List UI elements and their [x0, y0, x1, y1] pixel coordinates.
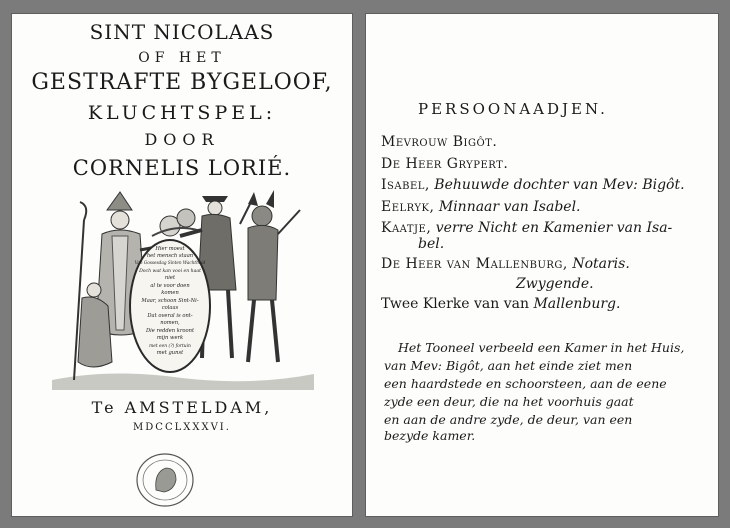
role-name: De Heer van Mallenburg,: [381, 256, 568, 272]
role-description: Notaris.: [572, 256, 630, 272]
inscription-line: nomen,: [160, 320, 180, 326]
title-line-3: GESTRAFTE BYGELOOF,: [31, 70, 333, 95]
personae-page: [366, 14, 718, 516]
role-entry: [381, 199, 581, 215]
inscription-line: Van Gossesdag Sinten Wachtheid: [134, 260, 206, 265]
personae-heading: PERSOONAADJEN.: [418, 100, 608, 118]
role-entry: [381, 134, 497, 150]
role-name: Twee Klerke van van: [381, 296, 529, 312]
role-description: Behuuwde dochter van Mev: Bigôt.: [434, 177, 685, 193]
role-name: Isabel,: [381, 177, 430, 193]
role-entry: [381, 177, 685, 193]
engraving-illustration: [52, 190, 314, 390]
inscription-line: Dat overal is ont-: [147, 313, 193, 319]
role-entry: [381, 256, 630, 272]
title-line-6: CORNELIS LORIÉ.: [72, 156, 292, 180]
inscription-line: Hier moest: [155, 246, 185, 252]
role-name: Mevrouw Bigôt.: [381, 134, 498, 150]
role-description: bel.: [418, 236, 445, 252]
inscription-line: komen: [161, 290, 179, 296]
scene-description-line: van Mev: Bigôt, aan het einde ziet men: [384, 358, 633, 373]
inscription-line: mijn werk: [156, 335, 184, 341]
inscription-line: Doch wat kan vooi en haat: [139, 269, 201, 274]
stamp-portrait: [156, 468, 176, 492]
inscription-line: niet: [164, 275, 176, 281]
title-page: [12, 14, 352, 516]
scene-description-line: en aan de andre zyde, de deur, van een: [384, 412, 633, 427]
imprint-year: MDCCLXXXVI.: [133, 422, 231, 433]
kneeling-figure: [78, 297, 112, 367]
role-description: verre Nicht en Kamenier van Isa-: [435, 220, 673, 236]
scene-description-line: bezyde kamer.: [384, 428, 476, 443]
scene-description-line: een haardstede en schoorsteen, aan de eene: [384, 376, 667, 391]
title-line-2: OF HET: [138, 50, 226, 66]
title-line-1: SINT NICOLAAS: [89, 20, 275, 44]
title-line-5: DOOR: [144, 130, 220, 149]
role-description: Minnaar van Isabel.: [438, 199, 581, 215]
role-name: Kaatje,: [381, 220, 432, 236]
title-line-4: KLUCHTSPEL:: [87, 102, 277, 124]
role-entry-continued: [418, 236, 444, 252]
scene-description-line: Het Tooneel verbeeld een Kamer in het Huis,: [398, 340, 685, 355]
scene-description-line: zyde een deur, die na het voorhuis gaat: [384, 394, 634, 409]
role-entry: [381, 156, 508, 172]
imprint-place: Te AMSTELDAM,: [91, 398, 273, 417]
devil-figure: [248, 225, 278, 300]
role-entry-continued: [516, 276, 594, 292]
role-name: Eelryk,: [381, 199, 435, 215]
mitre: [107, 192, 132, 210]
inscription-line: met gunst: [156, 350, 184, 356]
inscription-line: het mensch staan: [146, 253, 194, 259]
inscription-line: Maar, schoon Sint-Ni-: [141, 298, 199, 304]
library-stamp: [130, 450, 200, 510]
role-entry: [381, 296, 620, 312]
role-description: Zwygende.: [516, 276, 594, 292]
role-name: De Heer Grypert.: [381, 156, 509, 172]
role-description: Mallenburg.: [533, 296, 621, 312]
ground: [52, 373, 314, 390]
inscription-line: colaas: [161, 305, 179, 311]
inscription-line: al te voor doen: [150, 283, 190, 289]
role-entry: [381, 220, 672, 236]
inscription-line: met een (?) fortuin: [149, 344, 191, 349]
inscription-line: Die redden kroont: [145, 328, 195, 334]
